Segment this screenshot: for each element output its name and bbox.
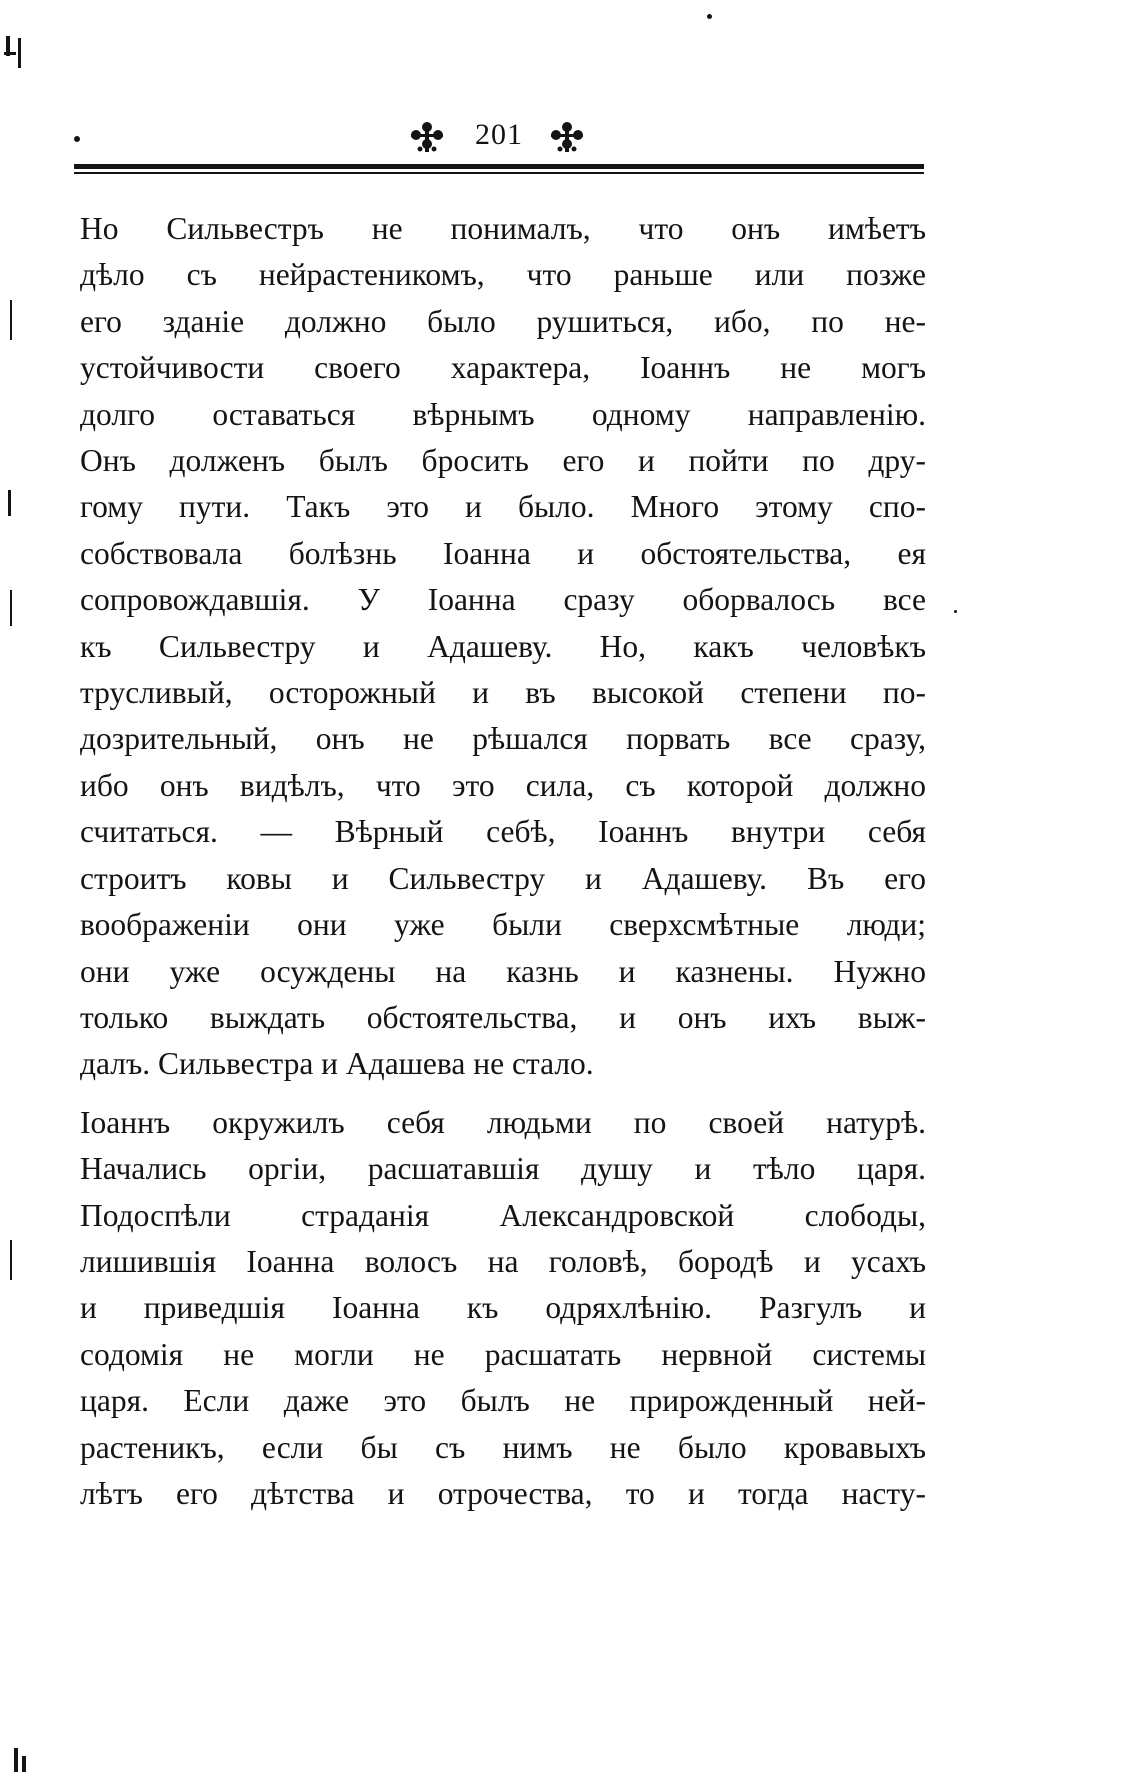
page-number: 201 bbox=[475, 118, 523, 151]
text-line: Подоспѣли страданія Александровской слободы, bbox=[80, 1197, 926, 1233]
scan-mark bbox=[10, 300, 12, 340]
text-line: воображеніи они уже были сверхсмѣтные люди; bbox=[80, 907, 926, 943]
scan-mark bbox=[22, 1756, 26, 1772]
scan-mark bbox=[18, 38, 21, 68]
text-line: царя. Если даже это былъ не прирожденный ней- bbox=[80, 1383, 926, 1419]
text-line: они уже осуждены на казнь и казнены. Нужно bbox=[80, 953, 926, 989]
text-line: его зданіе должно было рушиться, ибо, по не- bbox=[80, 303, 926, 339]
text-line: Но Сильвестръ не понималъ, что онъ имѣетъ bbox=[80, 211, 926, 246]
scan-mark bbox=[10, 590, 12, 626]
text-line: считаться. — Вѣрный себѣ, Іоаннъ внутри себя bbox=[80, 814, 926, 850]
text-line: строитъ ковы и Сильвестру и Адашеву. Въ его bbox=[80, 860, 926, 896]
scan-mark bbox=[954, 610, 957, 613]
paragraph-1 bbox=[80, 206, 926, 1088]
text-line: только выждать обстоятельства, и онъ ихъ выж- bbox=[80, 999, 926, 1035]
text-line: Іоаннъ окружилъ себя людьми по своей натурѣ. bbox=[80, 1104, 926, 1140]
text-line: Онъ долженъ былъ бросить его и пойти по дру- bbox=[80, 443, 926, 479]
text-line: ибо онъ видѣлъ, что это сила, съ которой должно bbox=[80, 767, 926, 803]
body-text bbox=[80, 206, 926, 1517]
scan-mark bbox=[707, 14, 712, 19]
text-line: растеникъ, если бы съ нимъ не было кровавыхъ bbox=[80, 1429, 926, 1465]
text-line: лишившія Іоанна волосъ на головѣ, бородѣ и усахъ bbox=[80, 1243, 926, 1279]
text-line: Начались оргіи, расшатавшія душу и тѣло царя. bbox=[80, 1151, 926, 1187]
scan-mark bbox=[4, 52, 16, 55]
text-line: и приведшія Іоанна къ одряхлѣнію. Разгулъ и bbox=[80, 1290, 926, 1326]
text-line: далъ. Сильвестра и Адашева не стало. bbox=[80, 1046, 594, 1082]
text-line: трусливый, осторожный и въ высокой степени по- bbox=[80, 675, 926, 711]
text-line: устойчивости своего характера, Іоаннъ не могъ bbox=[80, 350, 926, 386]
text-line: лѣтъ его дѣтства и отрочества, то и тогда насту- bbox=[80, 1475, 926, 1511]
header-rule-thick bbox=[74, 164, 924, 169]
scan-mark bbox=[10, 1240, 12, 1280]
text-line: гому пути. Такъ это и было. Много этому спо- bbox=[80, 489, 926, 525]
text-line: къ Сильвестру и Адашеву. Но, какъ человѣкъ bbox=[80, 628, 926, 664]
header-rule-thin bbox=[74, 172, 924, 174]
text-line: содомія не могли не расшатать нервной системы bbox=[80, 1336, 926, 1372]
text-line: дѣло съ нейрастеникомъ, что раньше или позже bbox=[80, 257, 926, 293]
text-line: долго оставаться вѣрнымъ одному направленію. bbox=[80, 396, 926, 432]
scan-mark bbox=[8, 490, 11, 516]
text-line: сопровождавшія. У Іоанна сразу оборвалось все bbox=[80, 582, 926, 618]
paragraph-2 bbox=[80, 1100, 926, 1518]
scan-mark bbox=[14, 1748, 18, 1772]
text-line: дозрительный, онъ не рѣшался порвать все сразу, bbox=[80, 721, 926, 757]
ornament-icon bbox=[548, 120, 586, 154]
running-header bbox=[74, 112, 924, 162]
text-line: собствовала болѣзнь Іоанна и обстоятельства, ея bbox=[80, 535, 926, 571]
